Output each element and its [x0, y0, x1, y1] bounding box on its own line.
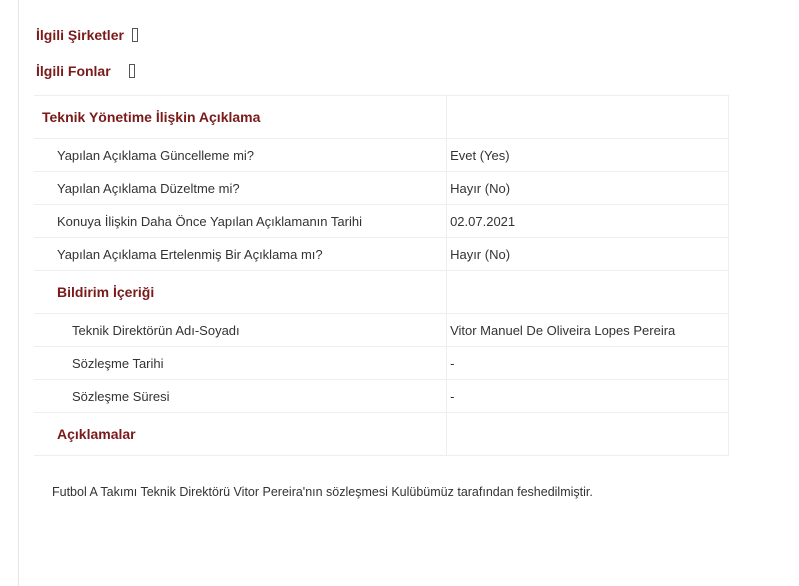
table-row — [34, 139, 729, 172]
related-funds-link[interactable] — [36, 63, 135, 79]
section-row-explanations — [34, 413, 729, 456]
related-funds-label: İlgili Fonlar — [36, 63, 111, 79]
explanation-text: Futbol A Takımı Teknik Direktörü Vitor Pereira'nın sözleşmesi Kulübümüz tarafından feshedilmiştir. — [52, 485, 593, 499]
row-label: Sözleşme Tarihi — [34, 347, 447, 380]
section-title-explanations: Açıklamalar — [57, 426, 136, 442]
table-row — [34, 380, 729, 413]
section-title-notification-content: Bildirim İçeriği — [57, 284, 155, 300]
table-row — [34, 314, 729, 347]
section-title-technical-management: Teknik Yönetime İlişkin Açıklama — [42, 109, 261, 125]
row-label: Yapılan Açıklama Güncelleme mi? — [34, 139, 447, 172]
related-companies-toggle-icon[interactable] — [132, 28, 138, 42]
table-row — [34, 347, 729, 380]
related-companies-link[interactable] — [36, 27, 138, 43]
table-row — [34, 238, 729, 271]
row-label: Yapılan Açıklama Düzeltme mi? — [34, 172, 447, 205]
section-row-technical-management — [34, 96, 729, 139]
row-label: Sözleşme Süresi — [34, 380, 447, 413]
table-row — [34, 172, 729, 205]
related-companies-label: İlgili Şirketler — [36, 27, 124, 43]
row-value: Evet (Yes) — [447, 139, 729, 172]
row-value: Vitor Manuel De Oliveira Lopes Pereira — [447, 314, 729, 347]
section-row-notification-content — [34, 271, 729, 314]
row-value: - — [447, 380, 729, 413]
row-value: - — [447, 347, 729, 380]
related-funds-toggle-icon[interactable] — [129, 64, 135, 78]
disclosure-table — [34, 95, 729, 456]
row-value: Hayır (No) — [447, 238, 729, 271]
row-label: Konuya İlişkin Daha Önce Yapılan Açıklamanın Tarihi — [34, 205, 447, 238]
row-value: Hayır (No) — [447, 172, 729, 205]
row-value: 02.07.2021 — [447, 205, 729, 238]
row-label: Yapılan Açıklama Ertelenmiş Bir Açıklama mı? — [34, 238, 447, 271]
page-left-border — [18, 0, 19, 586]
row-label: Teknik Direktörün Adı-Soyadı — [34, 314, 447, 347]
table-row — [34, 205, 729, 238]
